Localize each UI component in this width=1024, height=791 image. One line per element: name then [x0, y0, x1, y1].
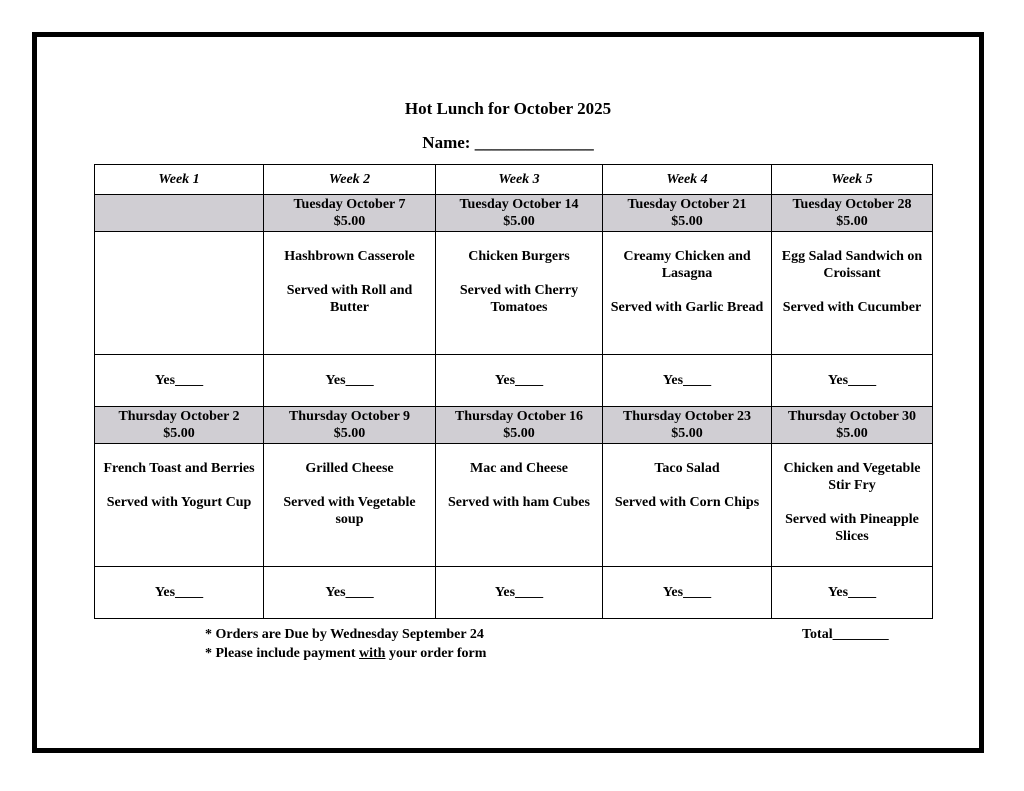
meal-name: Creamy Chicken and Lasagna — [623, 249, 751, 281]
date-label: Thursday October 9 — [288, 409, 411, 424]
yes-field[interactable]: Yes____ — [264, 567, 436, 619]
tuesday-yes-row — [95, 355, 933, 407]
week-header-row — [95, 165, 933, 195]
yes-field[interactable]: Yes____ — [772, 567, 933, 619]
total-field[interactable]: Total________ — [802, 627, 889, 642]
meal-side: Served with ham Cubes — [448, 495, 590, 510]
date-cell — [436, 195, 603, 232]
meal-cell — [772, 444, 933, 567]
meal-name: Taco Salad — [654, 461, 720, 476]
week-header: Week 3 — [436, 165, 603, 195]
name-line: Name: ______________ — [422, 133, 594, 152]
week-header: Week 4 — [603, 165, 772, 195]
date-label: Tuesday October 21 — [627, 197, 747, 212]
yes-field[interactable]: Yes____ — [264, 355, 436, 407]
meal-name: Hashbrown Casserole — [284, 249, 415, 264]
meal-cell — [264, 444, 436, 567]
payment-note-emphasis: with — [359, 646, 386, 661]
meal-cell — [95, 444, 264, 567]
page-border — [32, 32, 984, 753]
price-label: $5.00 — [836, 214, 868, 229]
price-label: $5.00 — [333, 214, 366, 229]
thursday-yes-row — [95, 567, 933, 619]
date-cell — [603, 195, 772, 232]
meal-cell — [603, 232, 772, 355]
meal-side: Served with Roll and Butter — [286, 283, 413, 315]
meal-side: Served with Pineapple Slices — [785, 512, 919, 544]
price-label: $5.00 — [503, 214, 535, 229]
due-date-note: * Orders are Due by Wednesday September 24 — [205, 627, 484, 642]
price-label: $5.00 — [671, 214, 703, 229]
payment-note-end: your order form — [385, 646, 487, 661]
meal-name: Chicken and Vegetable Stir Fry — [783, 461, 921, 493]
meal-name: French Toast and Berries — [103, 461, 255, 476]
date-label: Thursday October 16 — [454, 409, 584, 424]
meal-side: Served with Yogurt Cup — [106, 495, 252, 510]
meal-side: Served with Corn Chips — [614, 495, 760, 510]
date-cell — [95, 407, 264, 444]
date-label: Tuesday October 14 — [459, 197, 579, 212]
price-label: $5.00 — [163, 426, 195, 441]
price-label: $5.00 — [503, 426, 535, 441]
week-header: Week 2 — [264, 165, 436, 195]
payment-note — [205, 646, 486, 662]
meal-cell — [436, 444, 603, 567]
yes-field[interactable]: Yes____ — [95, 567, 264, 619]
date-cell — [772, 407, 933, 444]
date-label: Thursday October 23 — [622, 409, 752, 424]
meal-side: Served with Garlic Bread — [610, 300, 764, 315]
date-cell — [264, 407, 436, 444]
meal-side: Served with Cherry Tomatoes — [459, 283, 579, 315]
meal-cell — [772, 232, 933, 355]
thursday-meal-row — [95, 444, 933, 567]
date-label: Thursday October 2 — [118, 409, 240, 424]
date-cell — [772, 195, 933, 232]
thursday-date-row — [95, 407, 933, 444]
date-label: Tuesday October 7 — [293, 197, 406, 212]
date-cell — [603, 407, 772, 444]
price-label: $5.00 — [836, 426, 868, 441]
lunch-menu-table — [94, 164, 933, 619]
meal-cell — [95, 232, 264, 355]
meal-name: Grilled Cheese — [305, 461, 394, 476]
meal-cell — [603, 444, 772, 567]
week-header: Week 1 — [95, 165, 264, 195]
price-label: $5.00 — [671, 426, 703, 441]
yes-field[interactable]: Yes____ — [603, 567, 772, 619]
date-cell — [95, 195, 264, 232]
tuesday-date-row — [95, 195, 933, 232]
price-label: $5.00 — [333, 426, 366, 441]
yes-field[interactable]: Yes____ — [95, 355, 264, 407]
meal-name: Mac and Cheese — [470, 461, 568, 476]
meal-name: Egg Salad Sandwich on Croissant — [781, 249, 923, 281]
meal-side: Served with Vegetable soup — [283, 495, 416, 527]
page-title: Hot Lunch for October 2025 — [404, 99, 612, 118]
tuesday-meal-row — [95, 232, 933, 355]
meal-name: Chicken Burgers — [468, 249, 570, 264]
date-cell — [436, 407, 603, 444]
meal-cell — [436, 232, 603, 355]
yes-field[interactable]: Yes____ — [436, 567, 603, 619]
date-label: Tuesday October 28 — [792, 197, 912, 212]
yes-field[interactable]: Yes____ — [772, 355, 933, 407]
yes-field[interactable]: Yes____ — [603, 355, 772, 407]
date-label: Thursday October 30 — [787, 409, 917, 424]
meal-cell — [264, 232, 436, 355]
yes-field[interactable]: Yes____ — [436, 355, 603, 407]
date-cell — [264, 195, 436, 232]
meal-side: Served with Cucumber — [782, 300, 922, 315]
week-header: Week 5 — [772, 165, 933, 195]
payment-note-start: * Please include payment — [205, 646, 359, 661]
